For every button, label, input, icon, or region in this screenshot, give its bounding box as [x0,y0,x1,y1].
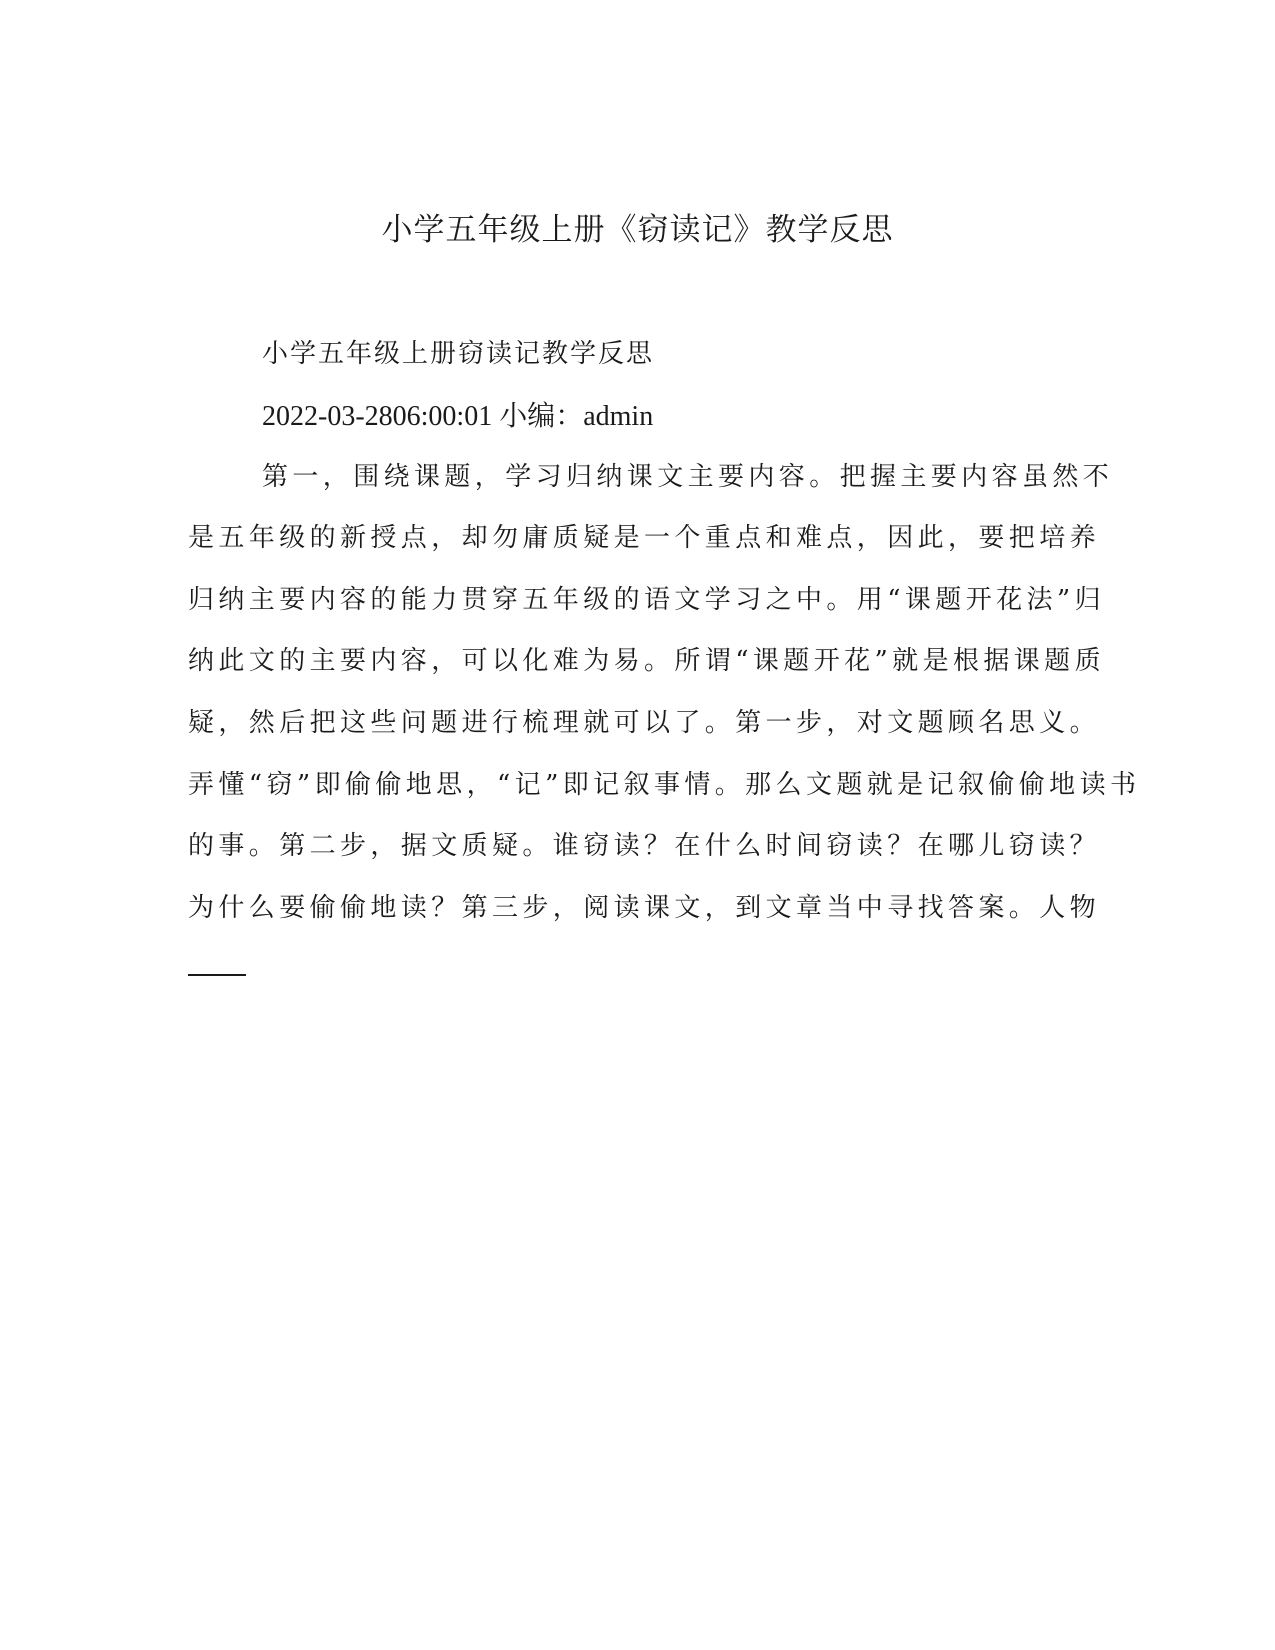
document-subtitle: 小学五年级上册窃读记教学反思 [262,339,655,369]
paragraph-line: 为什么要偷偷地读？第三步，阅读课文，到文章当中寻找答案。人物 [188,893,1101,923]
paragraph-line: 弄懂“窃”即偷偷地思，“记”即记叙事情。那么文题就是记叙偷偷地读书 [188,770,1141,800]
paragraph-line: 第一，围绕课题，学习归纳课文主要内容。把握主要内容虽然不 [262,462,1114,492]
dash-rule [188,974,246,976]
paragraph-line: 归纳主要内容的能力贯穿五年级的语文学习之中。用“课题开花法”归 [188,585,1105,615]
document-title: 小学五年级上册《窃读记》教学反思 [381,212,894,248]
document-meta: 2022-03-2806:00:01 小编：admin [262,401,654,432]
paragraph-line: 纳此文的主要内容，可以化难为易。所谓“课题开花”就是根据课题质 [188,646,1105,676]
paragraph-line: 疑，然后把这些问题进行梳理就可以了。第一步，对文题顾名思义。 [188,708,1101,738]
paragraph-line: 的事。第二步，据文质疑。谁窃读？在什么时间窃读？在哪儿窃读？ [188,831,1101,861]
paragraph-line: 是五年级的新授点，却勿庸质疑是一个重点和难点，因此，要把培养 [188,523,1101,553]
